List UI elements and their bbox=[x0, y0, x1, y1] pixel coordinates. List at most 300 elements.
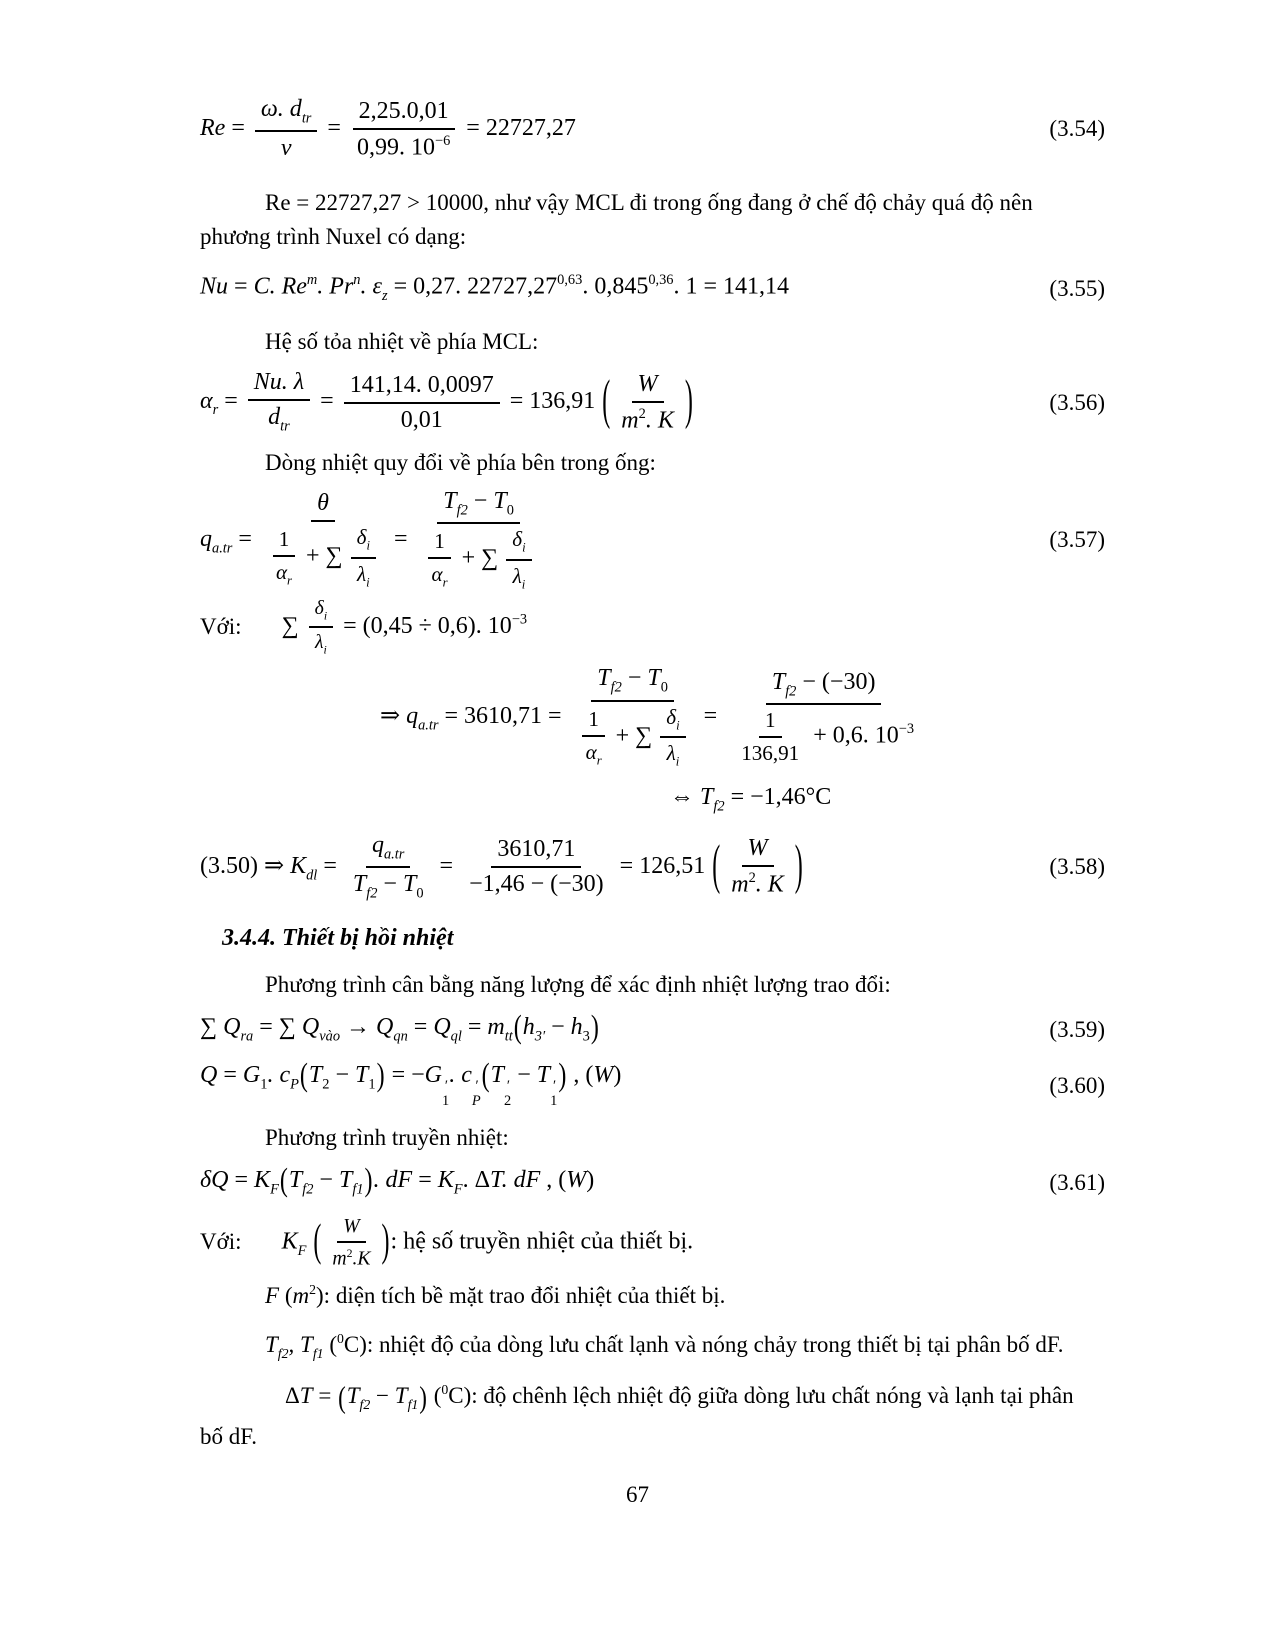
math-text: 2,25.0,01 bbox=[358, 97, 449, 124]
denominator bbox=[309, 628, 333, 657]
paren: ) bbox=[381, 1216, 390, 1267]
math-variable: α bbox=[585, 739, 597, 764]
math-text: 1 bbox=[588, 706, 599, 731]
definition-sum-delta-lambda bbox=[200, 597, 1105, 658]
math-variable: Q bbox=[433, 1014, 451, 1041]
numerator bbox=[255, 96, 318, 132]
numerator bbox=[337, 1215, 365, 1243]
math-variable: α bbox=[431, 562, 443, 587]
math-text: = bbox=[228, 1167, 255, 1194]
denominator bbox=[735, 738, 805, 766]
math-variable: λ bbox=[666, 741, 676, 766]
superscript: n bbox=[353, 272, 361, 289]
math-variable: Q bbox=[200, 1061, 218, 1088]
subscript: r bbox=[596, 753, 602, 768]
math-variable: T bbox=[394, 1383, 408, 1409]
paren: ) bbox=[684, 371, 693, 432]
math-text: = bbox=[697, 703, 724, 730]
fraction bbox=[255, 96, 318, 162]
numerator bbox=[506, 527, 531, 561]
equation-3-58-number: (3.58) bbox=[1049, 854, 1105, 880]
numerator bbox=[766, 669, 882, 705]
math-variable: q bbox=[406, 703, 419, 730]
math-variable: T bbox=[536, 1061, 551, 1088]
subscript: 1 bbox=[260, 1076, 268, 1093]
paren: ( bbox=[481, 1058, 490, 1094]
paragraph-re-check-line1: Re = 22727,27 > 10000, như vậy MCL đi trong ống đang ở chế độ chảy quá độ nên bbox=[265, 190, 1033, 216]
prime: ′ bbox=[474, 1077, 478, 1094]
subscript: r bbox=[442, 575, 448, 590]
numerator bbox=[366, 832, 410, 868]
math-variable: α bbox=[200, 388, 213, 415]
denominator bbox=[463, 868, 610, 898]
math-variable: W bbox=[593, 1061, 614, 1088]
math-text: 0,99. 10 bbox=[356, 133, 435, 160]
math-text: = 136,91 bbox=[503, 388, 602, 415]
definition-delta-t-content bbox=[285, 1382, 1074, 1413]
math-variable: q bbox=[200, 525, 212, 552]
math-text: = 22727,27 bbox=[460, 114, 576, 141]
math-text: = bbox=[225, 114, 251, 141]
subscript: i bbox=[521, 577, 526, 592]
math-text: − bbox=[377, 871, 403, 898]
math-variable: W bbox=[747, 835, 768, 862]
paragraph-re-check-line2: phương trình Nuxel có dạng: bbox=[200, 224, 467, 250]
definition-delta-t bbox=[200, 1382, 1105, 1413]
equation-3-56 bbox=[200, 369, 1105, 435]
math-variable: G bbox=[424, 1061, 442, 1088]
denominator bbox=[270, 557, 298, 589]
math-variable: T bbox=[771, 668, 786, 695]
fraction bbox=[270, 527, 298, 589]
subscript: f1 bbox=[352, 1181, 364, 1198]
math-variable: T bbox=[338, 1167, 353, 1194]
subscript: f2 bbox=[456, 502, 468, 519]
numerator bbox=[742, 835, 774, 867]
numerator bbox=[273, 527, 296, 557]
math-variable: T bbox=[288, 1167, 303, 1194]
voi-label: Với: bbox=[200, 613, 242, 639]
stack-base: P bbox=[471, 1092, 481, 1109]
math-text: = ∑ bbox=[253, 1014, 302, 1041]
math-text: ⇔ bbox=[670, 784, 700, 811]
definition-kf-content bbox=[282, 1215, 694, 1271]
prime: ′ bbox=[552, 1077, 556, 1094]
equation-3-61 bbox=[200, 1163, 1105, 1199]
paren: ) bbox=[364, 1163, 373, 1199]
superscript: 0,63 bbox=[557, 272, 583, 289]
equation-3-59 bbox=[200, 1010, 1105, 1046]
math-variable: K bbox=[437, 1167, 454, 1194]
prime: ′ bbox=[444, 1077, 448, 1094]
denominator bbox=[615, 403, 680, 434]
math-variable: m bbox=[332, 1247, 347, 1270]
math-text: − bbox=[467, 487, 494, 514]
subscript: f2 bbox=[359, 1397, 371, 1413]
equation-3-54 bbox=[200, 96, 1105, 162]
math-text: ( bbox=[427, 1383, 442, 1409]
math-text: = bbox=[321, 114, 347, 141]
paragraph-heat-coefficient: Hệ số tỏa nhiệt về phía MCL: bbox=[265, 329, 539, 355]
denominator bbox=[572, 702, 694, 770]
stack-base: 1 bbox=[441, 1092, 450, 1109]
numerator bbox=[632, 371, 664, 403]
subscript: f2 bbox=[713, 798, 725, 815]
sum-delta-lambda-content bbox=[282, 597, 528, 658]
math-variable: W bbox=[637, 370, 658, 397]
subscript: 3 bbox=[582, 1028, 590, 1045]
page-number: 67 bbox=[626, 1481, 649, 1507]
fraction bbox=[463, 836, 610, 898]
math-text: (3.50) ⇒ bbox=[200, 852, 291, 879]
fraction bbox=[580, 707, 608, 769]
subscript: i bbox=[522, 540, 526, 555]
paren: ) bbox=[419, 1380, 427, 1415]
numerator bbox=[437, 488, 520, 524]
math-text: = − bbox=[385, 1061, 425, 1088]
fraction bbox=[326, 1215, 376, 1271]
math-variable: m bbox=[487, 1014, 505, 1041]
subscript: dl bbox=[306, 867, 318, 883]
math-text: + ∑ bbox=[609, 722, 659, 749]
subscript: f2 bbox=[277, 1346, 289, 1362]
denominator bbox=[507, 561, 532, 593]
paren: ) bbox=[376, 1058, 385, 1094]
math-text: = bbox=[217, 1061, 243, 1088]
superscript: 0 bbox=[441, 1382, 449, 1398]
subscript: 0 bbox=[416, 885, 424, 902]
definition-area-f bbox=[200, 1282, 1105, 1309]
denominator bbox=[351, 130, 456, 161]
superscript: −3 bbox=[511, 611, 528, 628]
math-variable: T bbox=[647, 665, 661, 692]
paren: ( bbox=[313, 1216, 322, 1267]
math-text: ∑ bbox=[200, 1014, 224, 1041]
math-text: : hệ số truyền nhiệt của thiết bị. bbox=[390, 1227, 694, 1254]
math-variable: T bbox=[346, 1383, 360, 1409]
math-variable: h bbox=[522, 1014, 535, 1041]
fraction bbox=[660, 705, 685, 770]
numerator bbox=[591, 665, 674, 701]
math-text: − bbox=[313, 1167, 339, 1194]
math-text: C): nhiệt độ của dòng lưu chất lạnh và nóng chảy trong thiết bị tại phân bố dF. bbox=[343, 1332, 1064, 1358]
math-variable: T bbox=[490, 1061, 504, 1088]
paren: ( bbox=[602, 371, 611, 432]
denominator bbox=[418, 524, 540, 592]
math-text: = bbox=[407, 1014, 434, 1041]
math-variable: T bbox=[443, 487, 457, 514]
superscript: 2 bbox=[346, 1245, 353, 1260]
math-variable: θ bbox=[317, 490, 329, 516]
math-variable: K bbox=[254, 1167, 271, 1194]
denominator bbox=[725, 867, 790, 898]
superscript: −3 bbox=[898, 721, 915, 738]
subscript: f1 bbox=[407, 1397, 419, 1413]
numerator bbox=[582, 707, 605, 737]
math-variable: Q bbox=[223, 1014, 241, 1041]
superscript: 2 bbox=[638, 405, 646, 422]
subscript: f2 bbox=[302, 1181, 314, 1198]
subscript: i bbox=[676, 718, 680, 733]
subscript: a.tr bbox=[383, 846, 405, 863]
math-variable: T bbox=[402, 871, 417, 898]
subscript: f2 bbox=[366, 885, 378, 902]
paragraph-heat-flow: Dòng nhiệt quy đổi về phía bên trong ống: bbox=[265, 449, 656, 475]
math-variable: h bbox=[570, 1014, 583, 1041]
fraction bbox=[262, 490, 384, 590]
math-variable: T bbox=[700, 784, 714, 811]
math-variable: λ bbox=[314, 630, 324, 653]
math-text: ⇒ bbox=[380, 703, 407, 730]
fraction bbox=[426, 529, 454, 591]
math-text: = bbox=[312, 1383, 338, 1409]
fraction bbox=[344, 372, 500, 434]
math-variable: δ bbox=[512, 527, 523, 552]
numerator bbox=[660, 705, 685, 739]
math-text: , ( bbox=[567, 1061, 594, 1088]
section-heading: 3.4.4. Thiết bị hồi nhiệt bbox=[222, 925, 454, 952]
paren: ( bbox=[513, 1010, 522, 1046]
equation-q-atr-result-content bbox=[380, 665, 924, 770]
paragraph-heat-transfer: Phương trình truyền nhiệt: bbox=[265, 1125, 509, 1151]
superscript: 2 bbox=[748, 870, 756, 887]
math-text: = bbox=[388, 525, 414, 552]
superscript: 0 bbox=[336, 1331, 344, 1347]
math-variable: . c bbox=[267, 1061, 291, 1088]
equation-3-58-content bbox=[200, 832, 804, 903]
subscript: r bbox=[212, 402, 219, 419]
subscript: r bbox=[287, 573, 292, 588]
math-text: ( bbox=[279, 1283, 293, 1309]
paren: ( bbox=[279, 1163, 288, 1199]
prime-subscript bbox=[550, 1079, 557, 1109]
math-variable: δQ bbox=[200, 1167, 229, 1194]
fraction bbox=[506, 527, 531, 592]
subscript: F bbox=[297, 1242, 307, 1259]
denominator bbox=[347, 868, 430, 902]
math-variable: , T bbox=[288, 1332, 313, 1358]
math-text: −1,46 − (−30) bbox=[469, 871, 604, 898]
math-text: . 0,845 bbox=[582, 273, 649, 300]
math-text: = bbox=[433, 852, 460, 879]
subscript: F bbox=[270, 1181, 279, 1198]
math-variable: T bbox=[493, 487, 507, 514]
equation-3-56-content bbox=[200, 369, 694, 435]
subscript: i bbox=[366, 538, 370, 553]
math-variable: F bbox=[265, 1283, 280, 1309]
math-text: − bbox=[370, 1383, 395, 1409]
math-variable: T bbox=[265, 1332, 278, 1358]
stack-base: 2 bbox=[504, 1092, 512, 1109]
denominator bbox=[426, 559, 454, 591]
math-text: − bbox=[329, 1061, 355, 1088]
subscript: tr bbox=[280, 418, 290, 435]
math-text: 0,01 bbox=[400, 406, 443, 433]
math-text: , ( bbox=[540, 1167, 567, 1194]
paren: ) bbox=[794, 835, 803, 896]
equation-3-61-content bbox=[200, 1163, 595, 1199]
math-variable: Nu. λ bbox=[253, 369, 305, 396]
math-variable: T bbox=[299, 1383, 313, 1409]
fraction bbox=[727, 669, 920, 766]
denominator bbox=[275, 132, 298, 162]
fraction bbox=[418, 488, 540, 593]
math-variable: T bbox=[352, 871, 367, 898]
math-text: 1 bbox=[764, 708, 776, 733]
equation-tf2-result-content bbox=[670, 784, 831, 815]
math-text: = (0,45 ÷ 0,6). 10 bbox=[337, 612, 512, 639]
math-variable: T bbox=[308, 1061, 323, 1088]
subscript: a.tr bbox=[212, 540, 233, 557]
math-text: C): độ chênh lệch nhiệt độ giữa dòng lưu chất nóng và lạnh tại phân bbox=[448, 1383, 1074, 1409]
denominator bbox=[262, 401, 296, 435]
math-variable: Re bbox=[200, 114, 226, 141]
math-text: = bbox=[314, 388, 340, 415]
subscript: F bbox=[453, 1181, 463, 1198]
paragraph-energy-balance: Phương trình cân bằng năng lượng để xác định nhiệt lượng trao đổi: bbox=[265, 972, 891, 998]
definition-temperatures bbox=[200, 1331, 1105, 1362]
equation-3-60-number: (3.60) bbox=[1049, 1072, 1105, 1098]
math-text: ( bbox=[323, 1332, 337, 1358]
subscript: i bbox=[675, 755, 680, 770]
subscript: ql bbox=[450, 1028, 462, 1045]
stack-base: 1 bbox=[550, 1092, 558, 1109]
fraction bbox=[309, 597, 333, 658]
equation-3-55 bbox=[200, 272, 1105, 305]
paren: ( bbox=[338, 1380, 346, 1415]
math-text: = bbox=[228, 273, 254, 300]
math-variable: K bbox=[281, 1227, 298, 1254]
equation-3-60-content bbox=[200, 1058, 622, 1109]
equation-tf2-result bbox=[200, 784, 1105, 815]
math-variable: δ bbox=[314, 596, 324, 619]
math-variable: d bbox=[268, 404, 281, 431]
math-variable: δ bbox=[666, 704, 677, 729]
math-variable: λ bbox=[356, 561, 367, 586]
paren: ( bbox=[712, 835, 721, 896]
denominator bbox=[580, 737, 608, 769]
math-variable: m bbox=[292, 1283, 310, 1309]
numerator bbox=[309, 597, 333, 628]
math-text: 1 bbox=[434, 529, 445, 554]
equation-3-54-content bbox=[200, 96, 576, 162]
fraction bbox=[347, 832, 430, 903]
definition-temperatures-content bbox=[265, 1331, 1064, 1362]
equation-q-atr-result bbox=[200, 665, 1105, 770]
fraction bbox=[351, 525, 376, 590]
math-variable: ω. d bbox=[260, 96, 302, 122]
math-variable: C. Re bbox=[253, 273, 307, 300]
math-variable: Nu bbox=[200, 273, 229, 300]
superscript: m bbox=[306, 272, 318, 289]
subscript: i bbox=[323, 607, 328, 622]
numerator bbox=[248, 369, 310, 401]
math-variable: m bbox=[731, 871, 749, 898]
denominator bbox=[727, 705, 920, 766]
subscript: i bbox=[323, 642, 327, 657]
math-variable: .K bbox=[352, 1247, 371, 1270]
math-text: = 3610,71 = bbox=[438, 703, 568, 730]
equation-3-58 bbox=[200, 832, 1105, 903]
math-text: → bbox=[340, 1014, 377, 1041]
equation-3-55-number: (3.55) bbox=[1049, 275, 1105, 301]
numerator bbox=[428, 529, 451, 559]
fraction bbox=[735, 708, 805, 766]
numerator bbox=[491, 836, 581, 868]
math-text: 1 bbox=[278, 526, 290, 551]
math-text: + 0,6. 10 bbox=[807, 722, 899, 749]
subscript: qn bbox=[393, 1028, 408, 1045]
math-text: + ∑ bbox=[455, 545, 505, 572]
math-text: ): diện tích bề mặt trao đổi nhiệt của thiết bị. bbox=[316, 1283, 726, 1309]
math-variable: Q bbox=[301, 1014, 320, 1041]
prime: ′ bbox=[506, 1077, 510, 1094]
subscript: ra bbox=[240, 1028, 254, 1045]
math-variable: . dF bbox=[373, 1167, 413, 1194]
paren: ) bbox=[590, 1010, 599, 1046]
fraction bbox=[351, 98, 456, 161]
numerator bbox=[311, 490, 335, 522]
math-variable: T bbox=[490, 1167, 502, 1194]
subscript: f2 bbox=[610, 679, 622, 696]
math-variable: W bbox=[343, 1214, 360, 1237]
math-text: . 1 = 141,14 bbox=[673, 273, 790, 300]
math-text: 3610,71 bbox=[497, 836, 576, 863]
equation-3-59-content bbox=[200, 1010, 600, 1046]
superscript: 2 bbox=[309, 1282, 317, 1298]
math-text: ) bbox=[586, 1167, 595, 1194]
subscript: a.tr bbox=[418, 717, 439, 734]
superscript: 0,36 bbox=[648, 272, 674, 289]
equation-3-59-number: (3.59) bbox=[1049, 1017, 1105, 1043]
equation-3-56-number: (3.56) bbox=[1049, 389, 1105, 415]
subscript: 0 bbox=[506, 502, 514, 519]
math-variable: T bbox=[597, 665, 611, 692]
numerator bbox=[351, 525, 376, 559]
definition-area-f-content bbox=[265, 1282, 725, 1309]
math-text: − bbox=[511, 1061, 537, 1088]
subscript: 0 bbox=[660, 679, 668, 696]
math-text: ∑ bbox=[281, 612, 305, 639]
subscript: 1 bbox=[368, 1076, 376, 1093]
subscript: vào bbox=[319, 1028, 341, 1045]
paragraph-bo-df: bố dF. bbox=[200, 1423, 257, 1449]
denominator bbox=[661, 738, 686, 770]
fraction bbox=[572, 665, 694, 770]
math-text: − bbox=[621, 665, 648, 692]
math-variable: G bbox=[242, 1061, 261, 1088]
subscript: i bbox=[366, 575, 370, 590]
math-text: = bbox=[218, 388, 244, 415]
math-text: = bbox=[412, 1167, 438, 1194]
math-text: = bbox=[317, 852, 343, 879]
math-text: = bbox=[232, 525, 258, 552]
math-variable: . K bbox=[645, 407, 674, 434]
math-text: Δ bbox=[285, 1383, 300, 1409]
math-variable: . K bbox=[755, 871, 784, 898]
math-text: + ∑ bbox=[299, 543, 349, 570]
numerator bbox=[353, 98, 455, 130]
subscript: 3′ bbox=[534, 1028, 546, 1045]
equation-3-61-number: (3.61) bbox=[1049, 1169, 1105, 1195]
paren: ( bbox=[299, 1058, 308, 1094]
math-variable: K bbox=[290, 852, 307, 879]
equation-3-54-number: (3.54) bbox=[1049, 116, 1105, 142]
math-variable: . c bbox=[449, 1061, 472, 1088]
subscript: tr bbox=[301, 110, 312, 127]
math-variable: . dF bbox=[501, 1167, 541, 1194]
denominator bbox=[326, 1243, 376, 1271]
